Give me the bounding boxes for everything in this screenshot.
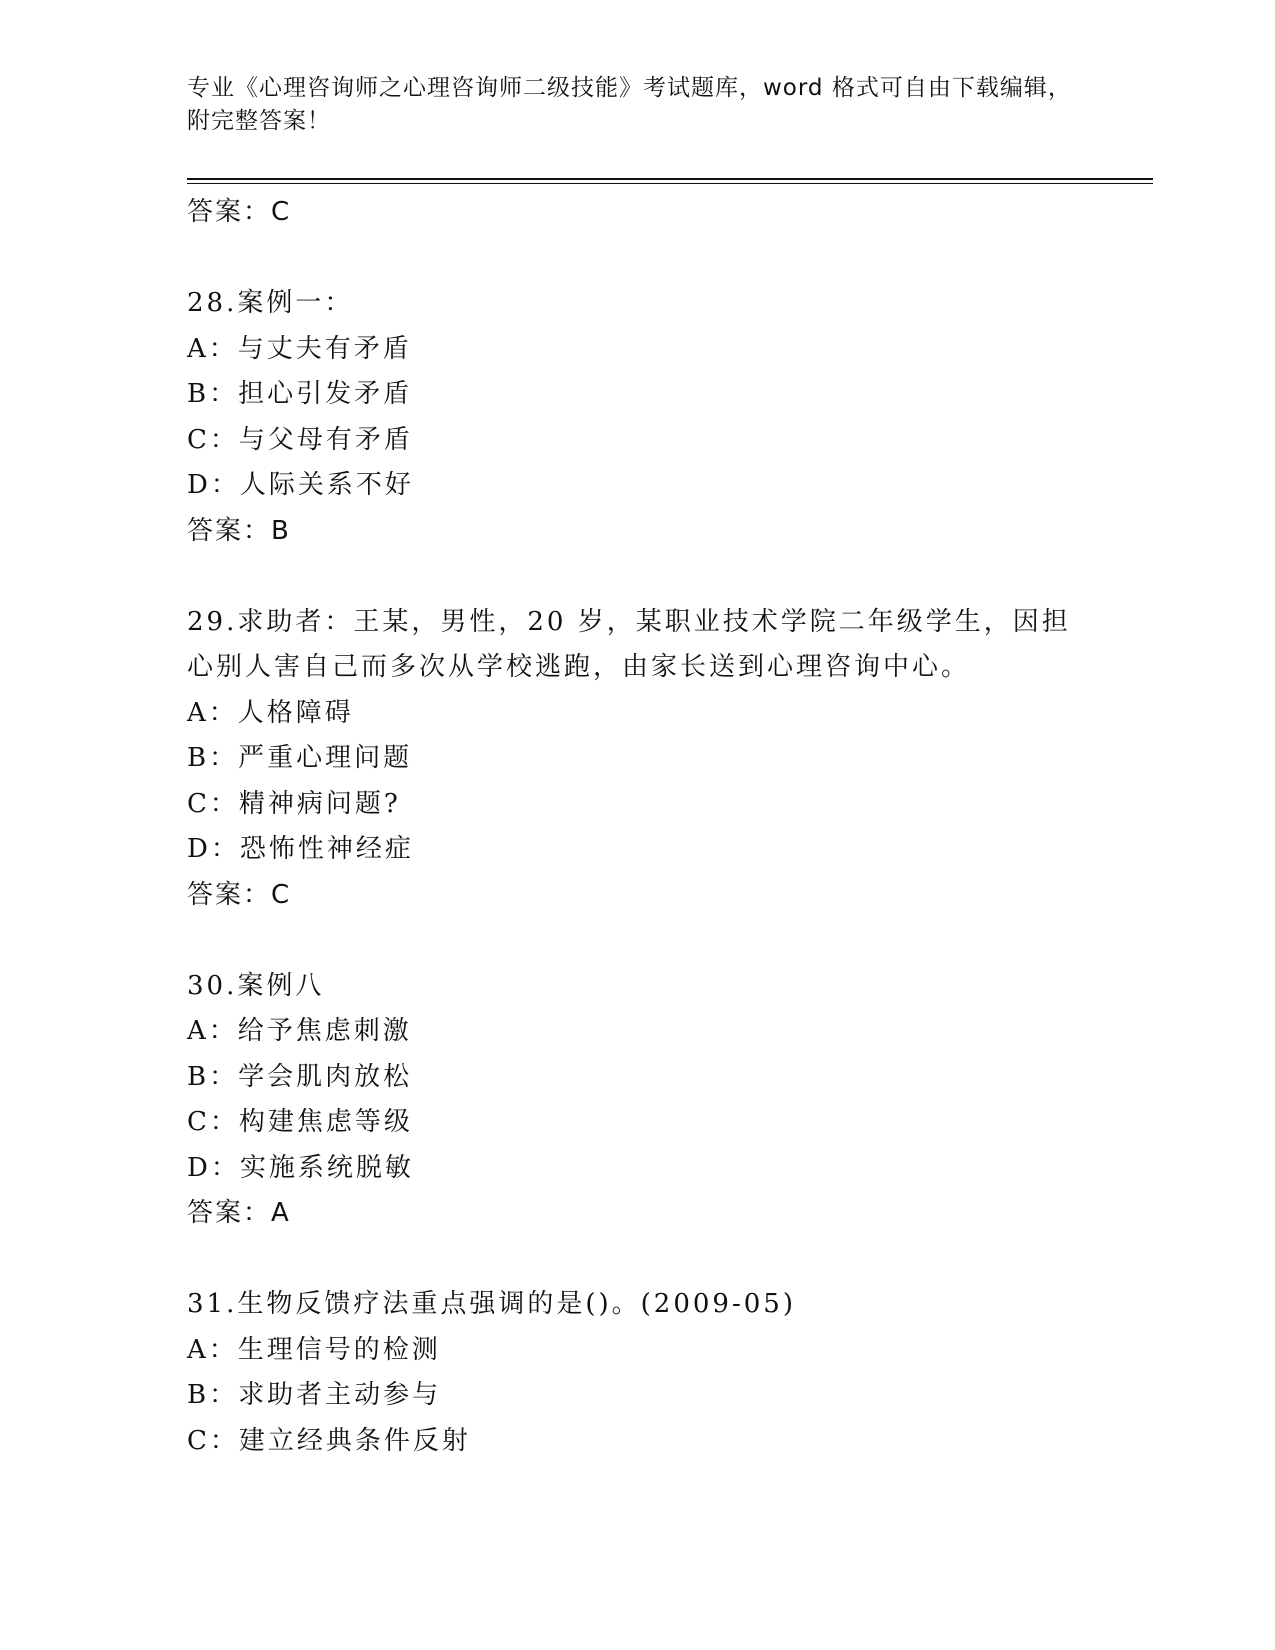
question-28 [187,281,1107,554]
option-b: B：担心引发矛盾 [187,379,413,409]
option-a: A：给予焦虑刺激 [187,1016,412,1046]
option-c: C：与父母有矛盾 [187,424,413,455]
option-a: A：与丈夫有矛盾 [187,333,412,364]
option-a: A：人格障碍 [187,697,354,728]
spacer [187,554,1107,600]
spacer [187,1237,1107,1283]
question-title: 28.案例一： [187,288,354,318]
spacer [187,236,1107,282]
answer-line: 答案：B [187,515,291,546]
question-30 [187,964,1107,1237]
document-header: 专业《心理咨询师之心理咨询师二级技能》考试题库，word 格式可自由下载编辑，附完整答案！ [187,75,1072,134]
spacer [187,918,1107,964]
question-title: 29.求助者：王某，男性，20 岁，某职业技术学院二年级学生，因担心别人害自己而多次从学校逃跑，由家长送到心理咨询中心。 [187,606,1071,682]
option-b: B：学会肌肉放松 [187,1061,413,1092]
answer-line: 答案：A [187,1198,291,1228]
option-d: D：人际关系不好 [187,470,414,500]
header-rule-thin [187,183,1153,184]
question-title: 30.案例八 [187,970,325,1001]
option-b: B：求助者主动参与 [187,1380,442,1410]
question-31 [187,1282,1107,1464]
option-c: C：建立经典条件反射 [187,1425,471,1456]
answer-line: 答案：C [187,879,292,910]
option-d: D：恐怖性神经症 [187,834,414,864]
option-b: B：严重心理问题 [187,743,413,773]
option-a: A：生理信号的检测 [187,1334,441,1365]
option-d: D：实施系统脱敏 [187,1152,414,1183]
answer-line-27: 答案：C [187,197,292,227]
option-c: C：精神病问题? [187,788,401,819]
question-29 [187,600,1107,919]
question-list [187,190,1107,1464]
header-rule-thick [187,178,1153,180]
option-c: C：构建焦虑等级 [187,1107,413,1137]
question-title: 31.生物反馈疗法重点强调的是()。(2009-05) [187,1289,796,1319]
